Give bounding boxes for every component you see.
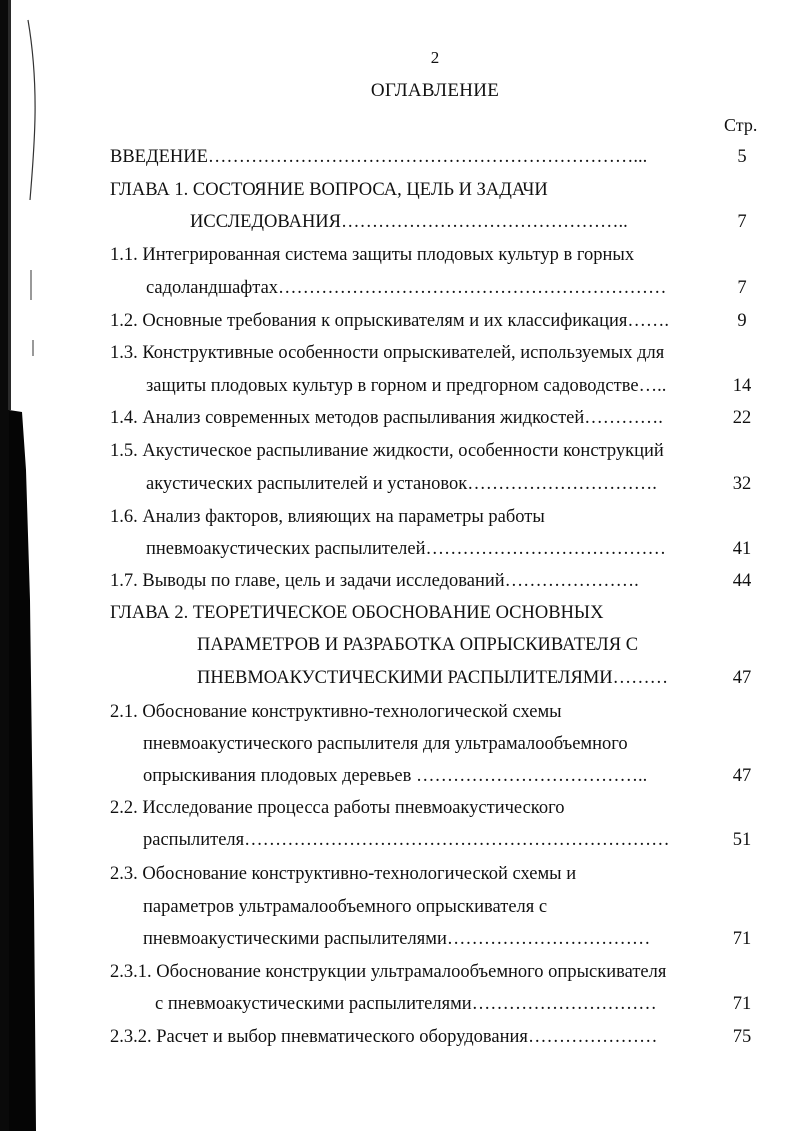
toc-entry-1-6-cont[interactable]: пневмоакустических распылителей………………………………… — [146, 539, 666, 559]
toc-page-1-1: 7 — [737, 278, 747, 298]
toc-entry-1-5-cont[interactable]: акустических распылителей и установок…………………………. — [146, 474, 657, 494]
toc-entry-1-7[interactable]: 1.7. Выводы по главе, цель и задачи исследований…………………. — [110, 571, 639, 591]
toc-entry-2-2-cont[interactable]: распылителя…………………………………………………………… — [143, 830, 670, 850]
toc-page-2-3-2: 75 — [732, 1027, 752, 1047]
toc-entry-2-1-cont-2[interactable]: опрыскивания плодовых деревьев ……………………………….. — [143, 766, 648, 786]
page-column-header: Стр. — [724, 115, 758, 135]
toc-entry-2-3-1[interactable]: 2.3.1. Обоснование конструкции ультрамалообъемного опрыскивателя — [110, 962, 667, 982]
toc-entry-1-6[interactable]: 1.6. Анализ факторов, влияющих на параметры работы — [110, 507, 545, 527]
toc-entry-1-1[interactable]: 1.1. Интегрированная система защиты плодовых культур в горных — [110, 245, 635, 265]
toc-page-2-1: 47 — [732, 766, 752, 786]
page-number: 2 — [430, 48, 440, 67]
toc-entry-chapter-1[interactable]: ГЛАВА 1. СОСТОЯНИЕ ВОПРОСА, ЦЕЛЬ И ЗАДАЧИ — [110, 180, 548, 200]
toc-page-2-2: 51 — [732, 830, 752, 850]
toc-entry-1-4[interactable]: 1.4. Анализ современных методов распыливания жидкостей…………. — [110, 408, 663, 428]
toc-entry-2-1[interactable]: 2.1. Обоснование конструктивно-технологической схемы — [110, 702, 562, 722]
toc-entry-2-3-1-cont[interactable]: с пневмоакустическими распылителями………………………… — [155, 994, 657, 1014]
toc-entry-1-3[interactable]: 1.3. Конструктивные особенности опрыскивателей, используемых для — [110, 343, 665, 363]
toc-entry-chapter-2[interactable]: ГЛАВА 2. ТЕОРЕТИЧЕСКОЕ ОБОСНОВАНИЕ ОСНОВНЫХ — [110, 603, 604, 623]
scan-edge-artifact — [0, 0, 40, 1131]
toc-page-2-3: 71 — [732, 929, 752, 949]
toc-entry-2-1-cont-1[interactable]: пневмоакустического распылителя для ультрамалообъемного — [143, 734, 628, 754]
toc-page-2-3-1: 71 — [732, 994, 752, 1014]
toc-page-1-5: 32 — [732, 474, 752, 494]
toc-entry-chapter-1-cont[interactable]: ИССЛЕДОВАНИЯ……………………………………….. — [190, 212, 628, 232]
toc-page-chapter-2: 47 — [732, 668, 752, 688]
toc-entry-1-2[interactable]: 1.2. Основные требования к опрыскивателям и их классификация……. — [110, 311, 670, 331]
toc-page-chapter-1: 7 — [737, 212, 747, 232]
toc-entry-intro[interactable]: ВВЕДЕНИЕ……………………………………………………………... — [110, 147, 648, 167]
toc-page-1-4: 22 — [732, 408, 752, 428]
page-title: ОГЛАВЛЕНИЕ — [370, 80, 500, 101]
toc-entry-2-3-2[interactable]: 2.3.2. Расчет и выбор пневматического оборудования………………… — [110, 1027, 658, 1047]
toc-page-1-6: 41 — [732, 539, 752, 559]
toc-entry-2-2[interactable]: 2.2. Исследование процесса работы пневмоакустического — [110, 798, 565, 818]
toc-page-1-7: 44 — [732, 571, 752, 591]
toc-entry-2-3[interactable]: 2.3. Обоснование конструктивно-технологической схемы и — [110, 864, 577, 884]
toc-entry-2-3-cont-1[interactable]: параметров ультрамалообъемного опрыскивателя с — [143, 897, 548, 917]
toc-entry-chapter-2-cont-1[interactable]: ПАРАМЕТРОВ И РАЗРАБОТКА ОПРЫСКИВАТЕЛЯ С — [197, 635, 639, 655]
toc-entry-chapter-2-cont-2[interactable]: ПНЕВМОАКУСТИЧЕСКИМИ РАСПЫЛИТЕЛЯМИ……… — [197, 668, 669, 688]
toc-entry-1-1-cont[interactable]: садоландшафтах……………………………………………………… — [146, 278, 667, 298]
toc-entry-2-3-cont-2[interactable]: пневмоакустическими распылителями…………………………… — [143, 929, 651, 949]
toc-page-1-3: 14 — [732, 376, 752, 396]
toc-entry-1-5[interactable]: 1.5. Акустическое распыливание жидкости, особенности конструкций — [110, 441, 664, 461]
toc-page-1-2: 9 — [737, 311, 747, 331]
toc-entry-1-3-cont[interactable]: защиты плодовых культур в горном и предгорном садоводстве….. — [146, 376, 667, 396]
toc-page-intro: 5 — [737, 147, 747, 167]
